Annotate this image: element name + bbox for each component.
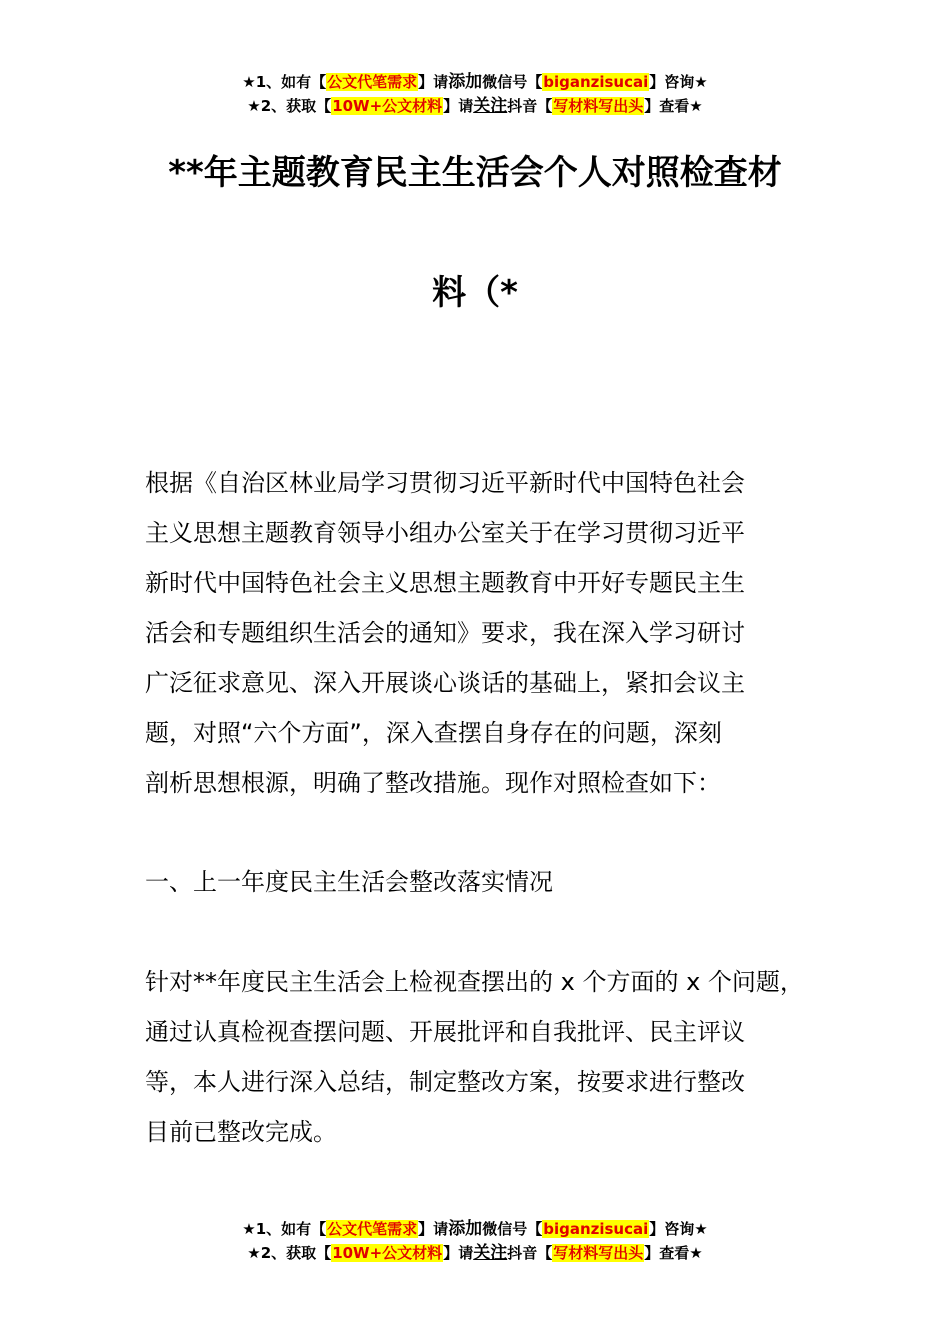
paragraph-line: 新时代中国特色社会主义思想主题教育中开好专题民主生 (145, 569, 745, 597)
paragraph-line: 广泛征求意见、深入开展谈心谈话的基础上，紧扣会议主 (145, 669, 745, 697)
banner-text: 抖音【 (507, 97, 553, 115)
banner-wechat-id: biganzisucai (543, 73, 649, 91)
banner-line-1 (0, 70, 950, 94)
paragraph-line: 题，对照“六个方面”，深入查摆自身存在的问题，深刻 (145, 719, 722, 747)
banner-highlight: 10W+公文材料 (332, 97, 443, 115)
banner-line-2 (0, 1241, 950, 1265)
banner-douyin-id: 写材料写出头 (553, 97, 644, 115)
banner-line-1 (0, 1217, 950, 1241)
banner-highlight: 10W+公文材料 (332, 1244, 443, 1262)
document-title-line-1: **年主题教育民主生活会个人对照检查材 (168, 153, 782, 193)
section-heading (145, 857, 835, 907)
footer-banner (0, 1217, 950, 1265)
banner-line-2 (0, 94, 950, 118)
paragraph-line: 根据《自治区林业局学习贯彻习近平新时代中国特色社会 (145, 469, 745, 497)
intro-paragraph (145, 458, 835, 808)
banner-emphasis: 关注 (473, 96, 508, 116)
banner-text: 】请 (443, 97, 474, 115)
banner-text: 】请 (418, 73, 449, 91)
banner-text: 微信号【 (482, 73, 543, 91)
section-paragraph (145, 957, 835, 1157)
banner-text: 】查看★ (644, 97, 703, 115)
paragraph-line: 通过认真检视查摆问题、开展批评和自我批评、民主评议 (145, 1018, 745, 1046)
banner-emphasis: 添加 (448, 72, 483, 92)
banner-douyin-id: 写材料写出头 (553, 1244, 644, 1262)
banner-highlight: 公文代笔需求 (327, 1220, 418, 1238)
paragraph-line: 针对**年度民主生活会上检视查摆出的 x 个方面的 x 个问题， (145, 968, 804, 996)
paragraph-line: 目前已整改完成。 (145, 1118, 337, 1146)
banner-text: 】查看★ (644, 1244, 703, 1262)
banner-text: 】请 (418, 1220, 449, 1238)
banner-highlight: 公文代笔需求 (327, 73, 418, 91)
paragraph-line: 活会和专题组织生活会的通知》要求，我在深入学习研讨 (145, 619, 745, 647)
paragraph-line: 剖析思想根源，明确了整改措施。现作对照检查如下： (145, 769, 721, 797)
document-title-line-2: 料（* (432, 273, 518, 313)
banner-text: 微信号【 (482, 1220, 543, 1238)
banner-emphasis: 添加 (448, 1219, 483, 1239)
banner-text: 】请 (443, 1244, 474, 1262)
banner-text: ★1、如有【 (242, 1220, 327, 1238)
banner-text: 抖音【 (507, 1244, 553, 1262)
paragraph-line: 等，本人进行深入总结，制定整改方案，按要求进行整改 (145, 1068, 745, 1096)
banner-emphasis: 关注 (473, 1243, 508, 1263)
banner-text: 】咨询★ (649, 1220, 708, 1238)
paragraph-line: 主义思想主题教育领导小组办公室关于在学习贯彻习近平 (145, 519, 745, 547)
banner-text: ★1、如有【 (242, 73, 327, 91)
banner-text: ★2、获取【 (247, 97, 332, 115)
banner-text: ★2、获取【 (247, 1244, 332, 1262)
section-heading-text: 一、上一年度民主生活会整改落实情况 (145, 868, 553, 896)
banner-wechat-id: biganzisucai (543, 1220, 649, 1238)
banner-text: 】咨询★ (649, 73, 708, 91)
header-banner (0, 70, 950, 118)
